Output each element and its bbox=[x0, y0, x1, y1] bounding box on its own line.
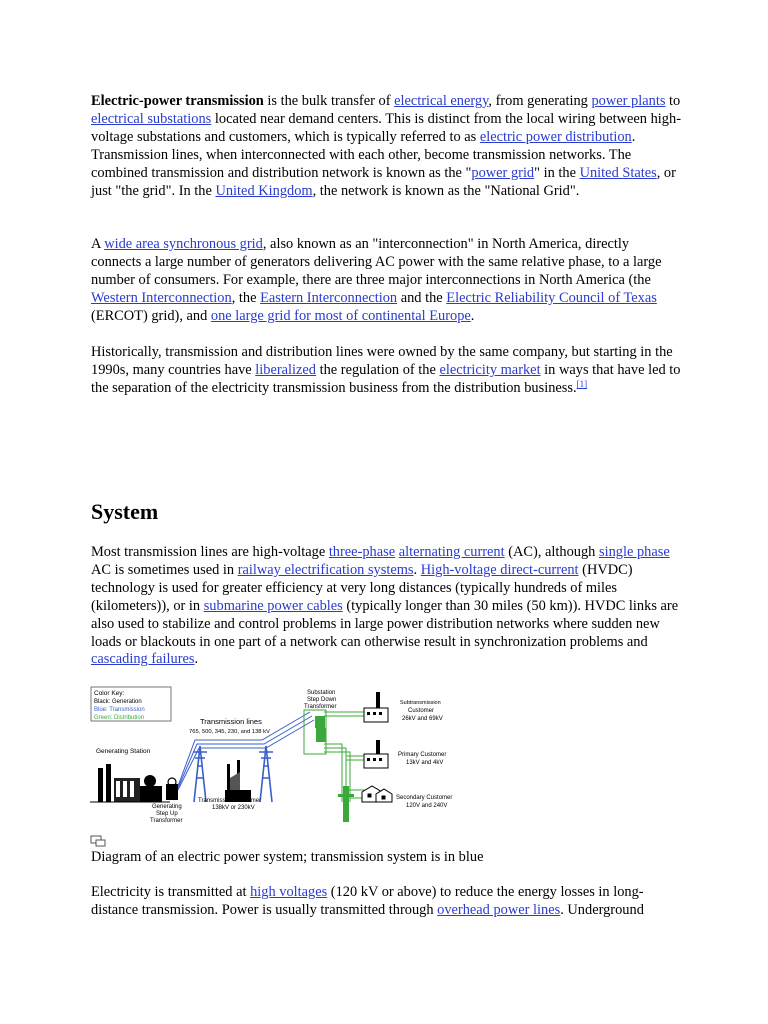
label-subtx-3: 26kV and 69kV bbox=[402, 716, 443, 722]
link-railway-electrification[interactable]: railway electrification systems bbox=[237, 561, 414, 578]
section-heading-system: System bbox=[91, 499, 159, 524]
link-western-interconnection[interactable]: Western Interconnection bbox=[91, 289, 232, 306]
link-liberalized[interactable]: liberalized bbox=[255, 361, 316, 378]
text: , or just "the grid". In the bbox=[91, 164, 676, 199]
transmission-customer-icon bbox=[225, 760, 251, 802]
step-up-transformer-icon bbox=[166, 778, 178, 800]
key-generation: Black: Generation bbox=[94, 699, 142, 705]
link-united-states[interactable]: United States bbox=[579, 164, 657, 181]
enlarge-icon[interactable] bbox=[90, 835, 106, 847]
intro-paragraph bbox=[91, 93, 681, 200]
link-single-phase[interactable]: single phase bbox=[598, 544, 670, 560]
link-continental-europe-grid[interactable]: one large grid for most of continental Europe bbox=[210, 307, 471, 324]
text: located near demand centers. This is distinct from the local wiring between high-voltage substations and customers, which is typically referred to as bbox=[91, 110, 681, 145]
text: . Underground bbox=[560, 901, 644, 918]
text: , the bbox=[231, 289, 261, 306]
text: " in the bbox=[534, 164, 580, 181]
link-hvdc[interactable]: High-voltage direct-current bbox=[420, 561, 579, 578]
substation-transformer-icon bbox=[304, 710, 326, 754]
link-electrical-substations[interactable]: electrical substations bbox=[91, 110, 212, 127]
transmission-paragraph bbox=[91, 884, 681, 920]
figure-caption: Diagram of an electric power system; transmission system is in blue bbox=[91, 849, 484, 865]
text: , from generating bbox=[488, 93, 592, 109]
key-distribution: Green: Distribution bbox=[94, 715, 145, 721]
link-united-kingdom[interactable]: United Kingdom bbox=[215, 182, 313, 199]
label-secondary-1: Secondary Customer bbox=[396, 795, 453, 801]
subtransmission-customer-icon bbox=[364, 692, 388, 722]
text: (typically longer than 30 miles (50 km)). HVDC links are also used to stabilize and control problems in large power distribution networks where sudden new loads or blackouts in one part of a network can otherwise result in synchronization problems and bbox=[91, 597, 679, 650]
label-tx-customer-1: Transmission Customer bbox=[198, 798, 262, 804]
text: (AC), although bbox=[504, 544, 599, 560]
label-secondary-2: 120V and 240V bbox=[406, 803, 448, 809]
text: Historically, transmission and distribution lines were owned by the same company, but starting in the 1990s, many countries have bbox=[91, 344, 673, 378]
label-primary-2: 13kV and 4kV bbox=[406, 760, 444, 766]
text: to bbox=[665, 93, 681, 109]
text: . Transmission lines, when interconnected with each other, become transmission networks. The combined transmission and distribution network is known as the " bbox=[91, 128, 636, 181]
text: . bbox=[413, 561, 421, 578]
link-electricity-market[interactable]: electricity market bbox=[439, 361, 541, 378]
system-paragraph bbox=[91, 544, 681, 669]
key-title: Color Key: bbox=[94, 690, 125, 697]
text: A bbox=[91, 236, 105, 252]
label-line-voltages: 765, 500, 345, 230, and 138 kV bbox=[189, 729, 270, 735]
label-substation-1: Substation bbox=[307, 690, 336, 696]
label-step-up-1: Generating bbox=[152, 804, 182, 810]
article-subject: Electric-power transmission bbox=[91, 93, 264, 109]
text: and the bbox=[397, 289, 447, 306]
label-substation-3: Transformer bbox=[304, 704, 337, 710]
text: , the network is known as the "National Grid". bbox=[312, 182, 580, 199]
primary-customer-icon bbox=[364, 740, 388, 768]
link-high-voltages[interactable]: high voltages bbox=[250, 884, 328, 900]
label-subtx-2: Customer bbox=[408, 708, 435, 714]
reference-link[interactable]: [1] bbox=[576, 378, 588, 389]
text: . bbox=[470, 307, 475, 324]
key-transmission: Blue: Transmission bbox=[94, 707, 145, 713]
distribution-pole-icon bbox=[338, 786, 354, 822]
link-alternating-current[interactable]: alternating current bbox=[398, 544, 505, 560]
generating-station-icon bbox=[90, 764, 170, 802]
link-electrical-energy[interactable]: electrical energy bbox=[394, 93, 489, 109]
label-subtx-1: Subtransmission bbox=[400, 700, 441, 706]
label-primary-1: Primary Customer bbox=[398, 752, 447, 758]
interconnection-paragraph bbox=[91, 236, 681, 326]
power-system-diagram[interactable] bbox=[90, 686, 482, 826]
label-transmission-lines: Transmission lines bbox=[200, 717, 262, 726]
text: the regulation of the bbox=[316, 361, 440, 378]
label-tx-customer-2: 138kV or 230kV bbox=[212, 805, 255, 811]
link-ercot[interactable]: Electric Reliability Council of Texas bbox=[446, 289, 657, 306]
label-substation-2: Step Down bbox=[307, 697, 337, 703]
link-wide-area-synchronous-grid[interactable]: wide area synchronous grid bbox=[104, 236, 263, 252]
label-step-up-3: Transformer bbox=[150, 818, 183, 824]
text: , also known as an "interconnection" in North America, directly connects a large number of generators delivering AC power with the same relative phase, to a large number of consumers. For example, there are three major interconnections in North America (the bbox=[91, 236, 662, 288]
link-cascading-failures[interactable]: cascading failures bbox=[91, 651, 195, 668]
text: Electricity is transmitted at bbox=[91, 884, 251, 900]
link-submarine-power-cables[interactable]: submarine power cables bbox=[203, 597, 343, 614]
label-generating-station: Generating Station bbox=[96, 748, 151, 755]
secondary-customer-icon bbox=[362, 786, 392, 802]
text: AC is sometimes used in bbox=[91, 561, 238, 578]
link-power-plants[interactable]: power plants bbox=[591, 93, 666, 109]
link-overhead-power-lines[interactable]: overhead power lines bbox=[437, 901, 561, 918]
text: in ways that have led to the separation of the electricity transmission business from the distribution business. bbox=[91, 361, 681, 396]
text: . bbox=[194, 651, 199, 668]
link-power-grid[interactable]: power grid bbox=[471, 164, 535, 181]
text: Most transmission lines are high-voltage bbox=[91, 544, 329, 560]
link-electric-power-distribution[interactable]: electric power distribution bbox=[479, 128, 632, 145]
text: (120 kV or above) to reduce the energy losses in long-distance transmission. Power is usually transmitted through bbox=[91, 884, 644, 918]
link-eastern-interconnection[interactable]: Eastern Interconnection bbox=[260, 289, 398, 306]
link-three-phase[interactable]: three-phase bbox=[328, 544, 396, 560]
text: is the bulk transfer of bbox=[263, 93, 395, 109]
history-paragraph bbox=[91, 344, 681, 398]
label-step-up-2: Step Up bbox=[156, 811, 178, 817]
text: (HVDC) technology is used for greater efficiency at very long distances (typically hundreds of miles (kilometers)), or in bbox=[91, 561, 633, 614]
text: (ERCOT) grid), and bbox=[91, 307, 211, 324]
